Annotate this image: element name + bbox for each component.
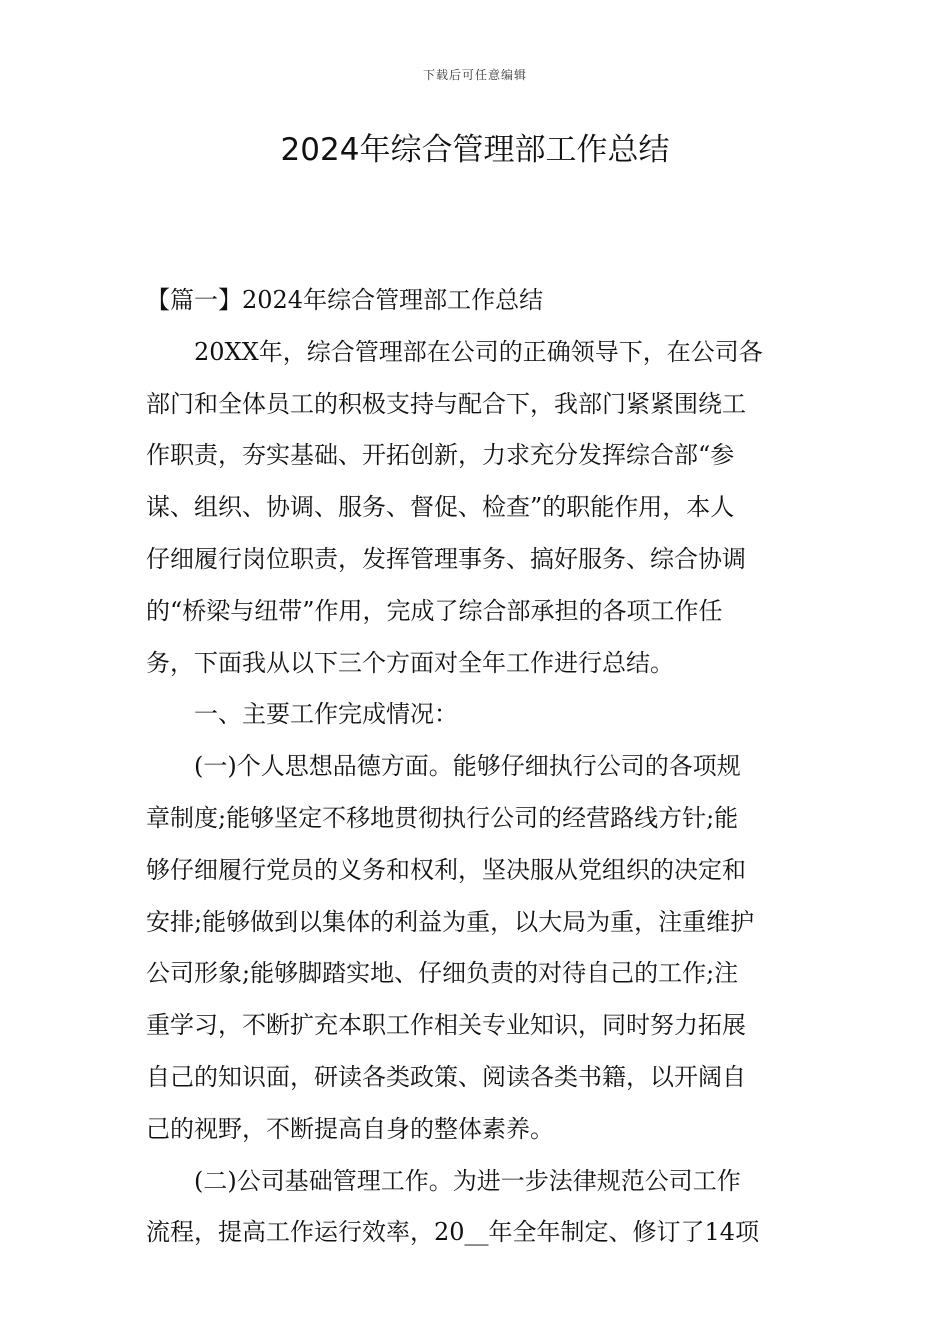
paragraph-line: 流程，提高工作运行效率，20__年全年制定、修订了14项 xyxy=(146,1218,760,1247)
paragraph-line: 自己的知识面，研读各类政策、阅读各类书籍，以开阔自 xyxy=(146,1062,746,1091)
paragraph-line: 够仔细履行党员的义务和权利，坚决服从党组织的决定和 xyxy=(146,855,746,884)
paragraph-line: 安排;能够做到以集体的利益为重，以大局为重，注重维护 xyxy=(146,907,755,936)
paragraph-line: 章制度;能够坚定不移地贯彻执行公司的经营路线方针;能 xyxy=(146,803,739,832)
header-note: 下载后可任意编辑 xyxy=(422,68,527,82)
paragraph-line: 公司形象;能够脚踏实地、仔细负责的对待自己的工作;注 xyxy=(146,959,739,988)
paragraph-line: 务，下面我从以下三个方面对全年工作进行总结。 xyxy=(146,648,674,677)
section-heading: 【篇一】2024年综合管理部工作总结 xyxy=(146,286,544,314)
paragraph-line: 的“桥梁与纽带”作用，完成了综合部承担的各项工作任 xyxy=(146,596,723,625)
document-body xyxy=(146,278,808,1262)
paragraph-line: 20XX年，综合管理部在公司的正确领导下，在公司各 xyxy=(194,337,763,366)
paragraph-line: (二)公司基础管理工作。为进一步法律规范公司工作 xyxy=(194,1166,741,1195)
paragraph-line: 谋、组织、协调、服务、督促、检查”的职能作用，本人 xyxy=(146,493,735,522)
paragraph-line: 仔细履行岗位职责，发挥管理事务、搞好服务、综合协调 xyxy=(146,544,746,573)
subsection-heading: 一、主要工作完成情况： xyxy=(194,700,458,729)
paragraph-line: 部门和全体员工的积极支持与配合下，我部门紧紧围绕工 xyxy=(146,389,746,418)
paragraph-line: 己的视野，不断提高自身的整体素养。 xyxy=(146,1114,554,1143)
paragraph-line: 重学习，不断扩充本职工作相关专业知识，同时努力拓展 xyxy=(146,1011,746,1040)
document-title: 2024年综合管理部工作总结 xyxy=(280,132,670,168)
paragraph-line: 作职责，夯实基础、开拓创新，力求充分发挥综合部“参 xyxy=(146,441,735,470)
paragraph-line: (一)个人思想品德方面。能够仔细执行公司的各项规 xyxy=(194,752,741,781)
